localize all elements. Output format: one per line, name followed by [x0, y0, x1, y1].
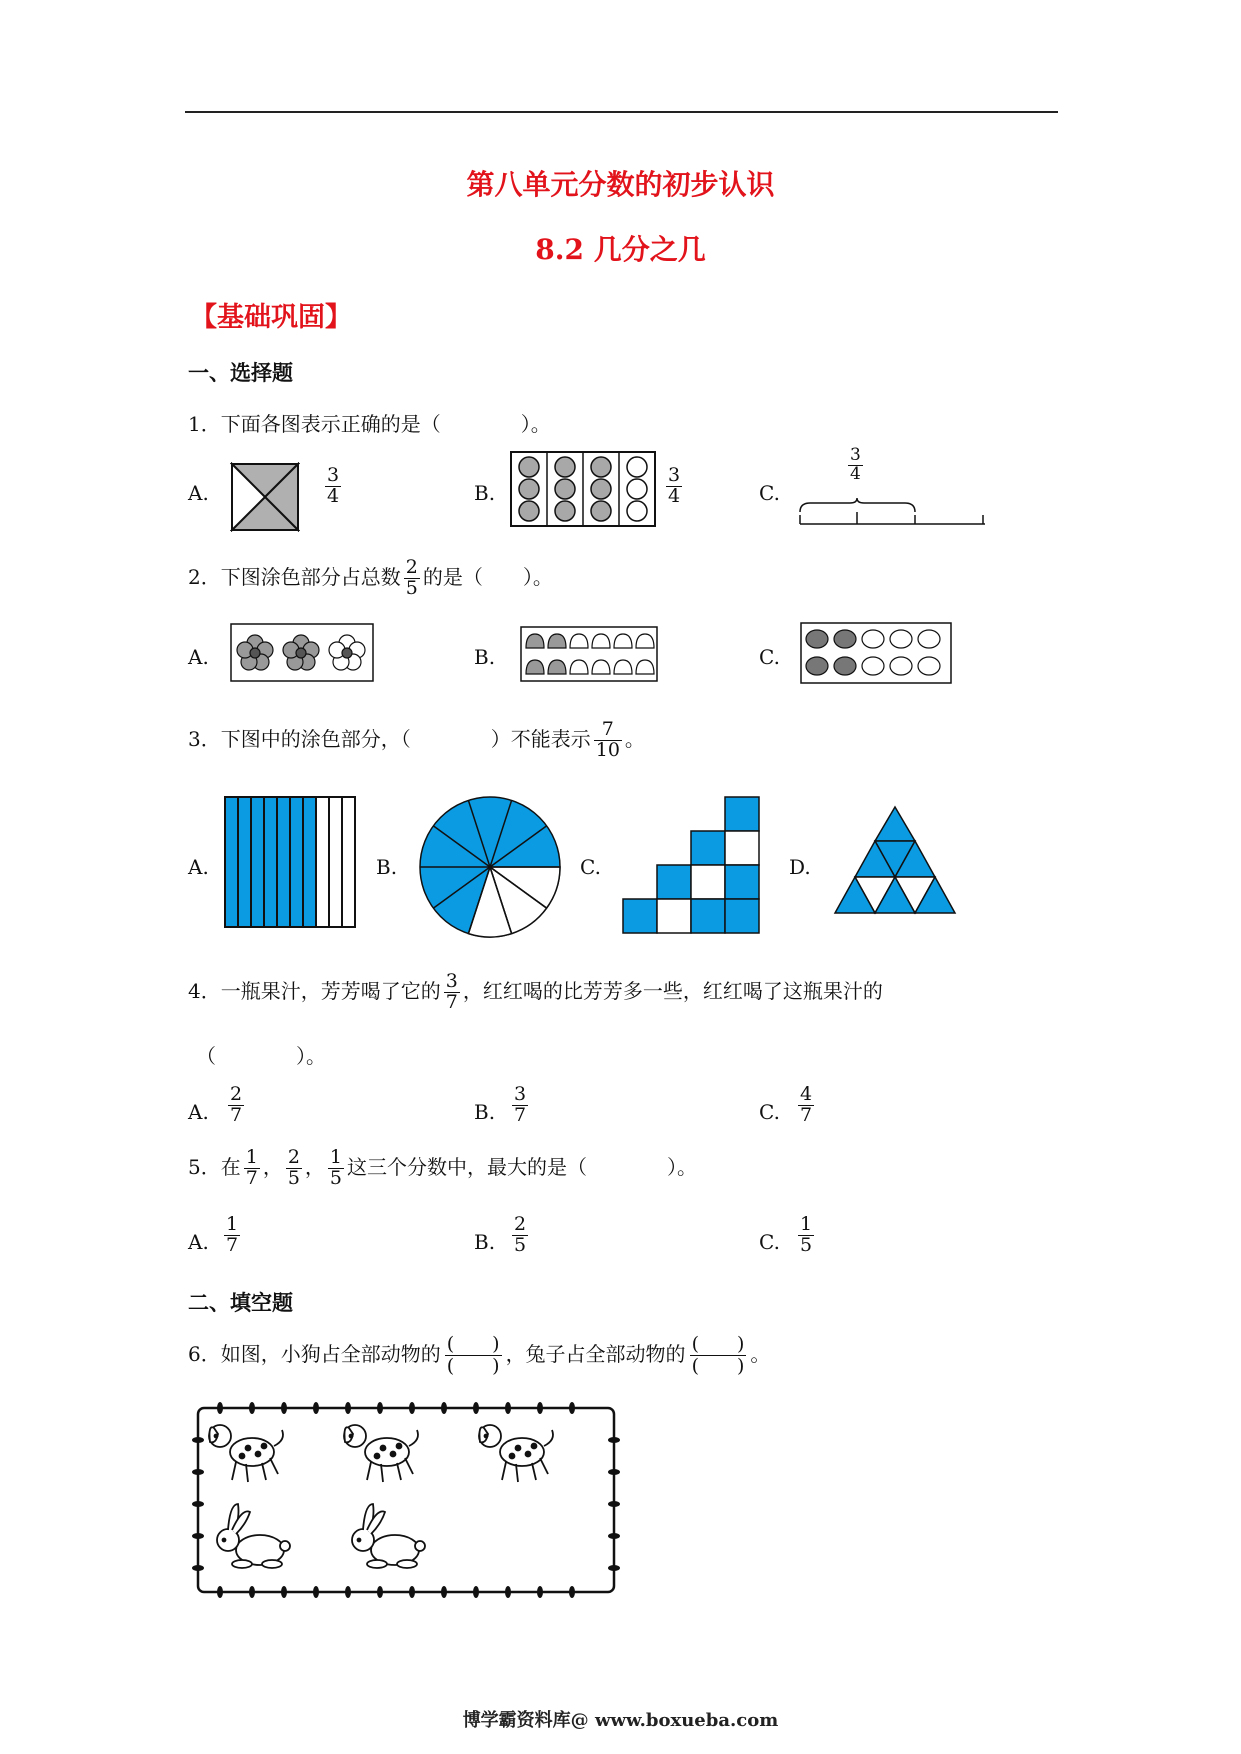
question-3: 3．下图中的涂色部分，（ ）不能表示 $\frac{7}{10}$ 。: [188, 718, 645, 761]
question-4-blank: （ ）。: [196, 1044, 326, 1068]
q4-option-b: B.: [474, 1100, 496, 1124]
q4-option-a-fraction: $\frac{2}{7}$: [230, 1083, 243, 1126]
q5-option-c-fraction: $\frac{1}{5}$: [800, 1213, 813, 1256]
q6-dog-fraction-blank[interactable]: $\frac{( )}{( )}$: [446, 1333, 500, 1377]
q1-option-b-label: B.: [474, 481, 496, 505]
q3-option-b-label: B.: [376, 855, 398, 879]
q3-pie-figure: [418, 795, 562, 939]
question-5: 5．在 $\frac{1}{7}$ ， $\frac{2}{5}$ ， $\frac{1}{5}$ 这三个分数中，最大的是（ ）。: [188, 1146, 698, 1189]
q5-option-a-fraction: $\frac{1}{7}$: [226, 1213, 239, 1256]
question-2: 2．下图涂色部分占总数 $\frac{2}{5}$ 的是（ ）。: [188, 556, 553, 599]
q2-flowers-figure: [230, 623, 374, 683]
q3-strips-figure: [223, 795, 357, 929]
q1-fraction-c: $\frac{3}{4}$: [850, 445, 861, 484]
section-label: 【基础巩固】: [190, 302, 352, 333]
q3-option-c-label: C.: [580, 855, 601, 879]
q5-option-b: B.: [474, 1230, 496, 1254]
lesson-title: 8.2 几分之几: [535, 233, 706, 266]
q4-option-a: A.: [188, 1100, 209, 1124]
q2-option-c-label: C.: [759, 645, 780, 669]
part1-heading: 一、选择题: [188, 360, 293, 385]
q3-option-a-label: A.: [188, 855, 209, 879]
q5-option-b-fraction: $\frac{2}{5}$: [514, 1213, 527, 1256]
question-6: 6．如图，小狗占全部动物的 $\frac{( )}{( )}$ ，兔子占全部动物的 $\frac{( )}{( )}$ 。: [188, 1333, 771, 1377]
question-1: 1．下面各图表示正确的是（ ）。: [188, 412, 551, 436]
unit-title: 第八单元分数的初步认识: [466, 168, 775, 201]
q3-triangle-figure: [830, 805, 960, 920]
q5-option-a: A.: [188, 1230, 209, 1254]
footer-watermark: 博学霸资料库@ www.boxueba.com: [462, 1710, 779, 1731]
q2-fruits-figure: [800, 622, 952, 684]
q1-square-figure: [230, 462, 300, 532]
q1-circles-figure: [510, 451, 656, 527]
q3-option-d-label: D.: [789, 855, 811, 879]
q2-option-b-label: B.: [474, 645, 496, 669]
q1-option-a-label: A.: [188, 481, 209, 505]
question-4: 4．一瓶果汁，芳芳喝了它的 $\frac{3}{7}$ ，红红喝的比芳芳多一些，红红喝了这瓶果汁的: [188, 970, 883, 1013]
q6-animals-figure: [190, 1400, 622, 1600]
part2-heading: 二、填空题: [188, 1290, 293, 1315]
q1-fraction-a: $\frac{3}{4}$: [327, 464, 340, 507]
q2-peaches-figure: [520, 626, 658, 682]
q2-option-a-label: A.: [188, 645, 209, 669]
q1-fraction-b: $\frac{3}{4}$: [668, 464, 681, 507]
q4-option-c-fraction: $\frac{4}{7}$: [800, 1083, 813, 1126]
q5-option-c: C.: [759, 1230, 780, 1254]
q3-staircase-figure: [620, 795, 762, 935]
q6-rabbit-fraction-blank[interactable]: $\frac{( )}{( )}$: [691, 1333, 745, 1377]
q4-option-b-fraction: $\frac{3}{7}$: [514, 1083, 527, 1126]
q1-option-c-label: C.: [759, 481, 780, 505]
q4-option-c: C.: [759, 1100, 780, 1124]
q1-brace-line-figure: [795, 498, 991, 528]
top-rule: [185, 111, 1058, 113]
